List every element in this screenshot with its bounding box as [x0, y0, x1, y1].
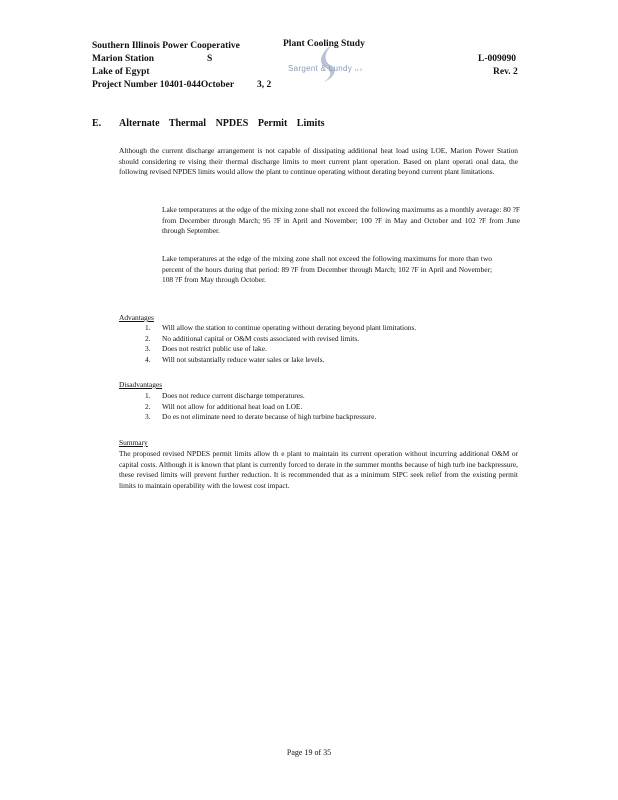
- company-logo-text: [288, 64, 363, 73]
- summary-paragraph: The proposed revised NPDES permit limits allow th e plant to maintain its current operation without incurring additional O&M or capital costs. Although it is known that plant is currently forced to derate in the summer months because of high turb ine backpressure, these revised limits will prevent further reduction. It is recommended that as a minimum SIPC seek relief from the existing permit limits to maintain operability with the lowest cost impact.: [119, 449, 518, 490]
- list-item: 2. No additional capital or O&M costs associated with revised limits.: [145, 333, 360, 343]
- logo-wordmark: Sargent & Lundy: [288, 64, 353, 73]
- header-date: 3, 2: [257, 80, 272, 90]
- header-doc-number: L-009090: [478, 54, 516, 64]
- list-item: 1. Will allow the station to continue operating without derating beyond plant limitations.: [145, 323, 417, 332]
- header-project-number: Project Number 10401-044October: [92, 80, 235, 90]
- header-revision: Rev. 2: [493, 67, 518, 77]
- list-item: 2. Will not allow for additional heat load on LOE.: [145, 401, 303, 411]
- header-company: Southern Illinois Power Cooperative: [92, 41, 240, 51]
- list-item: 4. Will not substantially reduce water sales or lake levels.: [145, 354, 325, 364]
- section-number: E.: [92, 118, 102, 129]
- limit-monthly-average: Lake temperatures at the edge of the mixing zone shall not exceed the following maximums as a monthly average: 80 ?F from December through March; 95 ?F in April and November; 100 ?F in May and October and 102 ?F from June through September.: [162, 205, 520, 236]
- header-lake: Lake of Egypt: [92, 67, 150, 77]
- page-number: Page 19 of 35: [286, 748, 332, 757]
- company-logo-icon: [318, 40, 344, 84]
- limit-two-percent: Lake temperatures at the edge of the mixing zone shall not exceed the following maximums for more than two percent of the hours during that period: 89 ?F from December through March; 102 ?F in April and November; 108 ?F from May through October.: [162, 254, 492, 285]
- advantages-list: [145, 323, 515, 365]
- section-title: Alternate Thermal NPDES Permit Limits: [119, 118, 325, 129]
- logo-suffix: LLC: [354, 67, 363, 72]
- list-item: 3. Do es not eliminate need to derate because of high turbine backpressure.: [145, 412, 377, 422]
- advantages-heading: Advantages: [119, 313, 154, 322]
- header-study-title: Plant Cooling Study: [283, 39, 365, 49]
- list-item: 3. Does not restrict public use of lake.: [145, 344, 267, 354]
- header-station: Marion Station: [92, 54, 155, 64]
- summary-heading: Summary: [119, 438, 148, 447]
- disadvantages-heading: Disadvantages: [119, 380, 163, 389]
- disadvantages-list: [145, 391, 515, 423]
- list-item: 1. Does not reduce current discharge temperatures.: [145, 391, 305, 400]
- intro-paragraph: Although the current discharge arrangement is not capable of dissipating additional heat load using LOE, Marion Power Station should considering re vising their thermal discharge limits to meet current plant operation. Based on plant operati onal data, the following revised NPDES limits would allow the plant to continue operating without derating beyond current plant limitations.: [119, 146, 518, 177]
- header-station-code: S: [207, 54, 213, 64]
